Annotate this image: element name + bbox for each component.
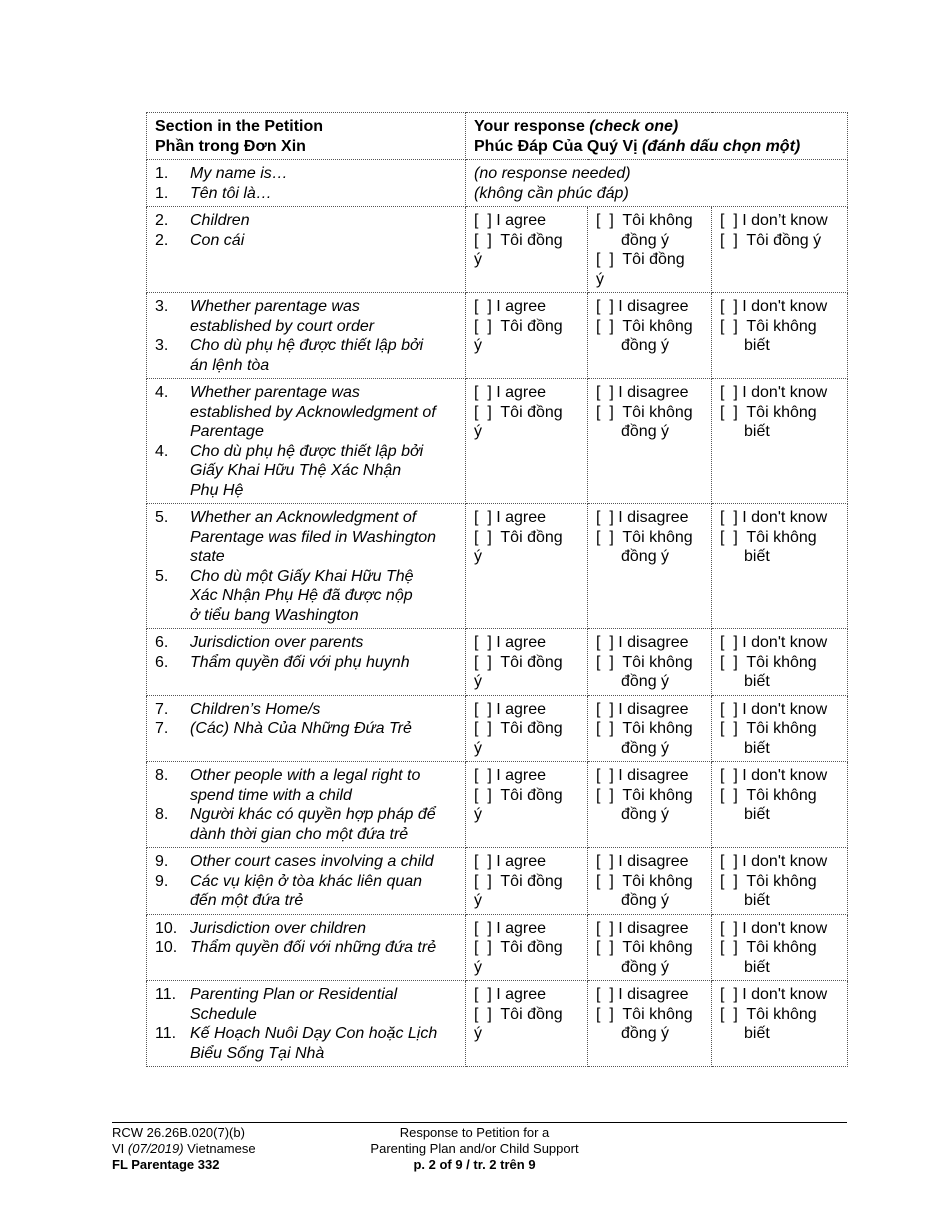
- section-cell: 1. My name is… 1. Tên tôi là…: [147, 160, 466, 207]
- checkbox[interactable]: [ ]: [720, 700, 738, 718]
- checkbox[interactable]: [ ]: [720, 786, 738, 804]
- dont-know-option[interactable]: [ ] I don't know [ ] Tôi không biết: [712, 695, 848, 762]
- footer-form-id: FL Parentage 332: [112, 1157, 220, 1172]
- section-cell: 4. Whether parentage was established by Acknowledgment of Parentage 4. Cho dù phụ hệ được thiết lập bởi Giấy Khai Hữu Thệ Xác Nhận Phụ Hệ: [147, 379, 466, 504]
- response-table: [146, 112, 848, 1067]
- table-row: [147, 914, 848, 981]
- table-row: [147, 207, 848, 293]
- table-row: [147, 629, 848, 696]
- checkbox[interactable]: [ ]: [720, 231, 738, 249]
- section-label-vi: Thẩm quyền đối với những đứa trẻ: [190, 939, 437, 956]
- disagree-option[interactable]: [ ] I disagree [ ] Tôi không đồng ý: [588, 848, 712, 915]
- table-row: [147, 293, 848, 379]
- section-label-en: Jurisdiction over children: [190, 919, 367, 937]
- disagree-option[interactable]: [ ] I disagree [ ] Tôi không đồng ý: [588, 695, 712, 762]
- dont-know-option[interactable]: [ ] I don't know [ ] Tôi không biết: [712, 379, 848, 504]
- section-label-en: Children: [190, 212, 250, 229]
- table-row: [147, 504, 848, 629]
- checkbox[interactable]: [ ]: [720, 403, 738, 421]
- section-cell: 6. Jurisdiction over parents 6. Thẩm quyền đối với phụ huynh: [147, 629, 466, 696]
- section-cell: 8. Other people with a legal right to spend time with a child 8. Người khác có quyền hợp pháp để dành thời gian cho một đứa trẻ: [147, 762, 466, 848]
- checkbox[interactable]: [ ]: [720, 939, 738, 956]
- checkbox[interactable]: [ ]: [596, 1005, 614, 1023]
- checkbox[interactable]: [ ]: [474, 231, 492, 249]
- agree-option[interactable]: [ ] I agree [ ] Tôi đồng ý: [466, 695, 588, 762]
- checkbox[interactable]: [ ]: [720, 720, 738, 737]
- disagree-option[interactable]: [ ] I disagree [ ] Tôi không đồng ý: [588, 914, 712, 981]
- section-label-en: Whether an Acknowledgment of Parentage was filed in Washington state: [190, 509, 437, 565]
- dont-know-option[interactable]: [ ] I don't know [ ] Tôi không biết: [712, 293, 848, 379]
- checkbox[interactable]: [ ]: [474, 634, 492, 651]
- section-cell: 3. Whether parentage was established by court order 3. Cho dù phụ hệ được thiết lập bởi án lệnh tòa: [147, 293, 466, 379]
- section-label-vi: Tên tôi là…: [190, 184, 272, 202]
- footer-rcw: RCW 26.26B.020(7)(b): [112, 1125, 245, 1140]
- checkbox[interactable]: [ ]: [596, 403, 614, 421]
- agree-option[interactable]: [ ] I agree [ ] Tôi đồng ý: [466, 848, 588, 915]
- section-label-en: Children’s Home/s: [190, 700, 321, 718]
- checkbox[interactable]: [ ]: [596, 298, 614, 315]
- section-header-en: Section in the Petition: [155, 118, 324, 135]
- section-label-vi: Con cái: [190, 231, 245, 249]
- footer-title-1: Response to Petition for a: [399, 1125, 550, 1140]
- page-footer: [112, 1122, 847, 1173]
- section-cell: 10. Jurisdiction over children 10. Thẩm quyền đối với những đứa trẻ: [147, 914, 466, 981]
- checkbox[interactable]: [ ]: [720, 653, 738, 671]
- dont-know-option[interactable]: [ ] I don't know [ ] Tôi không biết: [712, 629, 848, 696]
- checkbox[interactable]: [ ]: [474, 384, 492, 401]
- checkbox[interactable]: [ ]: [474, 403, 492, 421]
- section-label-vi: (Các) Nhà Của Những Đứa Trẻ: [190, 720, 412, 737]
- table-row: [147, 848, 848, 915]
- section-label-en: Other people with a legal right to spend time with a child: [190, 767, 421, 804]
- checkbox[interactable]: [ ]: [474, 767, 492, 784]
- no-response-cell: (no response needed) (không cần phúc đáp): [466, 160, 848, 207]
- section-cell: 11. Parenting Plan or Residential Schedule 11. Kế Hoạch Nuôi Dạy Con hoặc Lịch Biểu Sống Tại Nhà: [147, 981, 466, 1067]
- checkbox[interactable]: [ ]: [474, 853, 492, 870]
- checkbox[interactable]: [ ]: [720, 853, 738, 870]
- checkbox[interactable]: [ ]: [596, 653, 614, 671]
- disagree-option[interactable]: [ ] Tôi không đồng ý [ ] Tôi đồng ý: [588, 207, 712, 293]
- checkbox[interactable]: [ ]: [596, 939, 614, 956]
- checkbox[interactable]: [ ]: [596, 767, 614, 784]
- checkbox[interactable]: [ ]: [474, 986, 492, 1003]
- section-cell: 9. Other court cases involving a child 9. Các vụ kiện ở tòa khác liên quan đến một đứa trẻ: [147, 848, 466, 915]
- agree-option[interactable]: [ ] I agree [ ] Tôi đồng ý: [466, 914, 588, 981]
- checkbox[interactable]: [ ]: [474, 919, 492, 937]
- section-label-vi: Người khác có quyền hợp pháp để dành thời gian cho một đứa trẻ: [190, 806, 436, 843]
- checkbox[interactable]: [ ]: [596, 872, 614, 890]
- section-label-en: Whether parentage was established by court order: [190, 298, 375, 335]
- checkbox[interactable]: [ ]: [720, 919, 738, 937]
- checkbox[interactable]: [ ]: [720, 298, 738, 315]
- checkbox[interactable]: [ ]: [596, 786, 614, 804]
- footer-left: [112, 1125, 256, 1173]
- checkbox[interactable]: [ ]: [474, 653, 492, 671]
- footer-center: [362, 1125, 587, 1173]
- checkbox[interactable]: [ ]: [720, 317, 738, 335]
- checkbox[interactable]: [ ]: [474, 700, 492, 718]
- section-cell: 7. Children’s Home/s 7. (Các) Nhà Của Những Đứa Trẻ: [147, 695, 466, 762]
- section-label-vi: Cho dù phụ hệ được thiết lập bởi án lệnh tòa: [190, 337, 424, 374]
- table-row: [147, 981, 848, 1067]
- agree-option[interactable]: [ ] I agree [ ] Tôi đồng ý: [466, 762, 588, 848]
- checkbox[interactable]: [ ]: [596, 919, 614, 937]
- dont-know-option[interactable]: [ ] I don't know [ ] Tôi không biết: [712, 504, 848, 629]
- section-label-vi: Thẩm quyền đối với phụ huynh: [190, 653, 410, 671]
- response-header-en-note: (check one): [589, 118, 679, 135]
- section-cell: 5. Whether an Acknowledgment of Parentage was filed in Washington state 5. Cho dù một Giấy Khai Hữu Thệ Xác Nhận Phụ Hệ đã được nộp ở tiểu bang Washington: [147, 504, 466, 629]
- footer-page-number: p. 2 of 9 / tr. 2 trên 9: [413, 1157, 536, 1172]
- agree-option[interactable]: [ ] I agree [ ] Tôi đồng ý: [466, 981, 588, 1067]
- section-label-en: Jurisdiction over parents: [190, 634, 364, 651]
- checkbox[interactable]: [ ]: [596, 212, 614, 229]
- checkbox[interactable]: [ ]: [720, 986, 738, 1003]
- dont-know-option[interactable]: [ ] I don’t know [ ] Tôi đồng ý: [712, 207, 848, 293]
- checkbox[interactable]: [ ]: [474, 872, 492, 890]
- checkbox[interactable]: [ ]: [720, 528, 738, 546]
- checkbox[interactable]: [ ]: [474, 509, 492, 526]
- dont-know-option[interactable]: [ ] I don't know [ ] Tôi không biết: [712, 981, 848, 1067]
- checkbox[interactable]: [ ]: [474, 786, 492, 804]
- footer-title-2: Parenting Plan and/or Child Support: [370, 1141, 579, 1156]
- header-row: [147, 113, 848, 160]
- checkbox[interactable]: [ ]: [596, 700, 614, 718]
- section-label-vi: Cho dù một Giấy Khai Hữu Thệ Xác Nhận Phụ Hệ đã được nộp ở tiểu bang Washington: [190, 567, 414, 624]
- checkbox[interactable]: [ ]: [596, 720, 614, 737]
- section-label-en: Whether parentage was established by Acknowledgment of Parentage: [190, 384, 436, 440]
- response-header-en: Your response: [474, 118, 590, 135]
- disagree-option[interactable]: [ ] I disagree [ ] Tôi không đồng ý: [588, 379, 712, 504]
- section-label-vi: Cho dù phụ hệ được thiết lập bởi Giấy Khai Hữu Thệ Xác Nhận Phụ Hệ: [190, 442, 424, 499]
- response-header-vi-note: (đánh dấu chọn một): [642, 137, 801, 155]
- agree-option[interactable]: [ ] I agree [ ] Tôi đồng ý: [466, 504, 588, 629]
- checkbox[interactable]: [ ]: [720, 634, 738, 651]
- disagree-option[interactable]: [ ] I disagree [ ] Tôi không đồng ý: [588, 629, 712, 696]
- checkbox[interactable]: [ ]: [596, 986, 614, 1003]
- checkbox[interactable]: [ ]: [474, 1005, 492, 1023]
- dont-know-option[interactable]: [ ] I don't know [ ] Tôi không biết: [712, 914, 848, 981]
- checkbox[interactable]: [ ]: [720, 384, 738, 401]
- checkbox[interactable]: [ ]: [474, 317, 492, 335]
- checkbox[interactable]: [ ]: [474, 720, 492, 737]
- agree-option[interactable]: [ ] I agree [ ] Tôi đồng ý: [466, 379, 588, 504]
- checkbox[interactable]: [ ]: [596, 384, 614, 401]
- checkbox[interactable]: [ ]: [720, 767, 738, 784]
- checkbox[interactable]: [ ]: [474, 939, 492, 956]
- disagree-option[interactable]: [ ] I disagree [ ] Tôi không đồng ý: [588, 293, 712, 379]
- section-label-vi: Kế Hoạch Nuôi Dạy Con hoặc Lịch Biểu Sống Tại Nhà: [190, 1025, 438, 1062]
- agree-option[interactable]: [ ] I agree [ ] Tôi đồng ý: [466, 293, 588, 379]
- disagree-option[interactable]: [ ] I disagree [ ] Tôi không đồng ý: [588, 981, 712, 1067]
- section-header-vi: Phần trong Đơn Xin: [155, 137, 306, 155]
- dont-know-option[interactable]: [ ] I don't know [ ] Tôi không biết: [712, 762, 848, 848]
- checkbox[interactable]: [ ]: [720, 509, 738, 526]
- section-label-vi: Các vụ kiện ở tòa khác liên quan đến một đứa trẻ: [190, 872, 423, 909]
- checkbox[interactable]: [ ]: [596, 251, 614, 268]
- footer-version: VI (07/2019) Vietnamese: [112, 1141, 256, 1156]
- section-cell: 2. Children 2. Con cái: [147, 207, 466, 293]
- checkbox[interactable]: [ ]: [596, 853, 614, 870]
- response-header-vi: Phúc Đáp Của Quý Vị: [474, 137, 643, 155]
- checkbox[interactable]: [ ]: [720, 872, 738, 890]
- disagree-option[interactable]: [ ] I disagree [ ] Tôi không đồng ý: [588, 504, 712, 629]
- section-label-en: Parenting Plan or Residential Schedule: [190, 986, 398, 1023]
- response-header: [466, 113, 848, 160]
- checkbox[interactable]: [ ]: [596, 509, 614, 526]
- section-label-en: My name is…: [190, 165, 288, 182]
- checkbox[interactable]: [ ]: [596, 634, 614, 651]
- agree-option[interactable]: [ ] I agree [ ] Tôi đồng ý: [466, 629, 588, 696]
- agree-option[interactable]: [ ] I agree [ ] Tôi đồng ý: [466, 207, 588, 293]
- section-label-en: Other court cases involving a child: [190, 853, 434, 870]
- checkbox[interactable]: [ ]: [720, 1005, 738, 1023]
- table-row: [147, 160, 848, 207]
- dont-know-option[interactable]: [ ] I don't know [ ] Tôi không biết: [712, 848, 848, 915]
- section-header: [147, 113, 466, 160]
- checkbox[interactable]: [ ]: [474, 528, 492, 546]
- checkbox[interactable]: [ ]: [596, 317, 614, 335]
- checkbox[interactable]: [ ]: [474, 298, 492, 315]
- checkbox[interactable]: [ ]: [596, 528, 614, 546]
- checkbox[interactable]: [ ]: [474, 212, 492, 229]
- table-row: [147, 379, 848, 504]
- table-row: [147, 695, 848, 762]
- checkbox[interactable]: [ ]: [720, 212, 738, 229]
- disagree-option[interactable]: [ ] I disagree [ ] Tôi không đồng ý: [588, 762, 712, 848]
- table-row: [147, 762, 848, 848]
